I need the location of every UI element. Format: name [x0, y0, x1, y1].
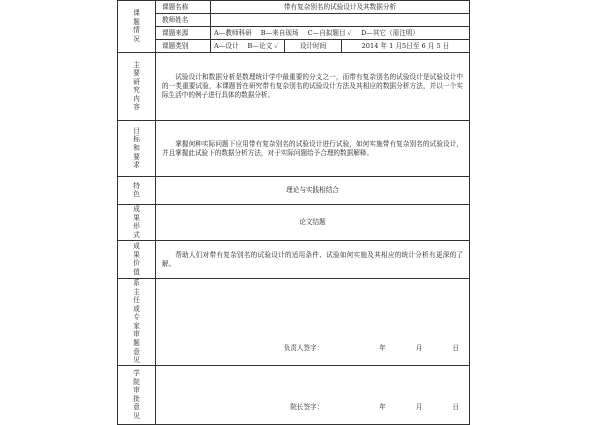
- section-label-college-opinion: 学院审批意见: [118, 365, 156, 424]
- goals-text: 掌握何种实际问题下应用带有复杂别名的试验设计进行试验，如何实施带有复杂别名的试验设计，并且掌握此试验下的数据分析方法，对于实际问题给予合理的数据解释。: [156, 121, 470, 177]
- proposal-form-table: [117, 0, 470, 425]
- dept-signature-month: 月: [415, 344, 423, 353]
- result-form-row: [118, 205, 470, 241]
- dept-signature-day: 日: [452, 344, 460, 353]
- type-option-b: B—论文 ✓: [247, 41, 279, 50]
- college-signature-year: 年: [379, 403, 386, 412]
- source-option-d: D—其它（需注明）: [360, 28, 419, 37]
- main-content-text: 试验设计和数据分析是数理统计学中最重要的分支之一，而带有复杂别名的试验设计是试验设计中的一类重要试验，本课题旨在研究带有复杂别名的试验设计方法及其相应的数据分析方法，并以一个实际生活中的例子进行具体的数据分析。: [156, 53, 470, 121]
- dept-opinion-row: [118, 279, 470, 366]
- project-name-value: 带有复杂别名的试验设计及其数据分析: [211, 1, 470, 14]
- college-opinion-row: [118, 365, 470, 424]
- project-type-row: [118, 40, 470, 53]
- project-source-options: [211, 27, 470, 40]
- section-label-dept-opinion: 系主任或专家审题意见: [118, 279, 156, 366]
- teacher-name-row: [118, 14, 470, 27]
- source-option-c: C—自拟题目 ✓: [307, 28, 352, 37]
- main-content-row: [118, 53, 470, 121]
- source-option-a: A—教师科研: [214, 28, 252, 37]
- project-source-row: [118, 27, 470, 40]
- college-signature-day: 日: [452, 403, 460, 412]
- section-label-result-value: 成果价值: [118, 241, 156, 279]
- result-value-text: 帮助人们对带有复杂别名的试验设计的适用条件、试验如何实施及其相应的统计分析有更深的了解。: [156, 241, 470, 279]
- college-signature-label: 院长签字：: [290, 403, 324, 412]
- features-text: 理论与实践相结合: [156, 177, 470, 205]
- source-option-b: B—来自现场: [260, 28, 299, 37]
- goals-row: [118, 121, 470, 177]
- section-label-features: 特色: [118, 177, 156, 205]
- dept-signature-area: [156, 279, 470, 366]
- project-type-options: [211, 40, 285, 53]
- project-type-label: 课题类别: [156, 40, 211, 53]
- dept-signature-label: 负责人签字：: [283, 344, 324, 353]
- section-label-project-info: 课题情况: [118, 1, 156, 53]
- features-row: [118, 177, 470, 205]
- result-form-text: 论文结题: [156, 205, 470, 241]
- project-source-label: 课题来源: [156, 27, 211, 40]
- section-label-main-content: 主要研究内容: [118, 53, 156, 121]
- section-label-goals: 目标和要求: [118, 121, 156, 177]
- design-time-value: 2014 年 1 月5日至 6 月 5 日: [342, 40, 470, 53]
- teacher-name-value: [211, 14, 470, 27]
- type-option-a: A—设计: [214, 41, 239, 50]
- college-signature-month: 月: [415, 403, 423, 412]
- college-signature-area: [156, 365, 470, 424]
- result-value-row: [118, 241, 470, 279]
- project-name-row: [118, 1, 470, 14]
- section-label-result-form: 成果形式: [118, 205, 156, 241]
- design-time-label: 设计时间: [285, 40, 342, 53]
- teacher-name-label: 教师姓名: [156, 14, 211, 27]
- project-name-label: 课题名称: [156, 1, 211, 14]
- dept-signature-year: 年: [379, 344, 386, 353]
